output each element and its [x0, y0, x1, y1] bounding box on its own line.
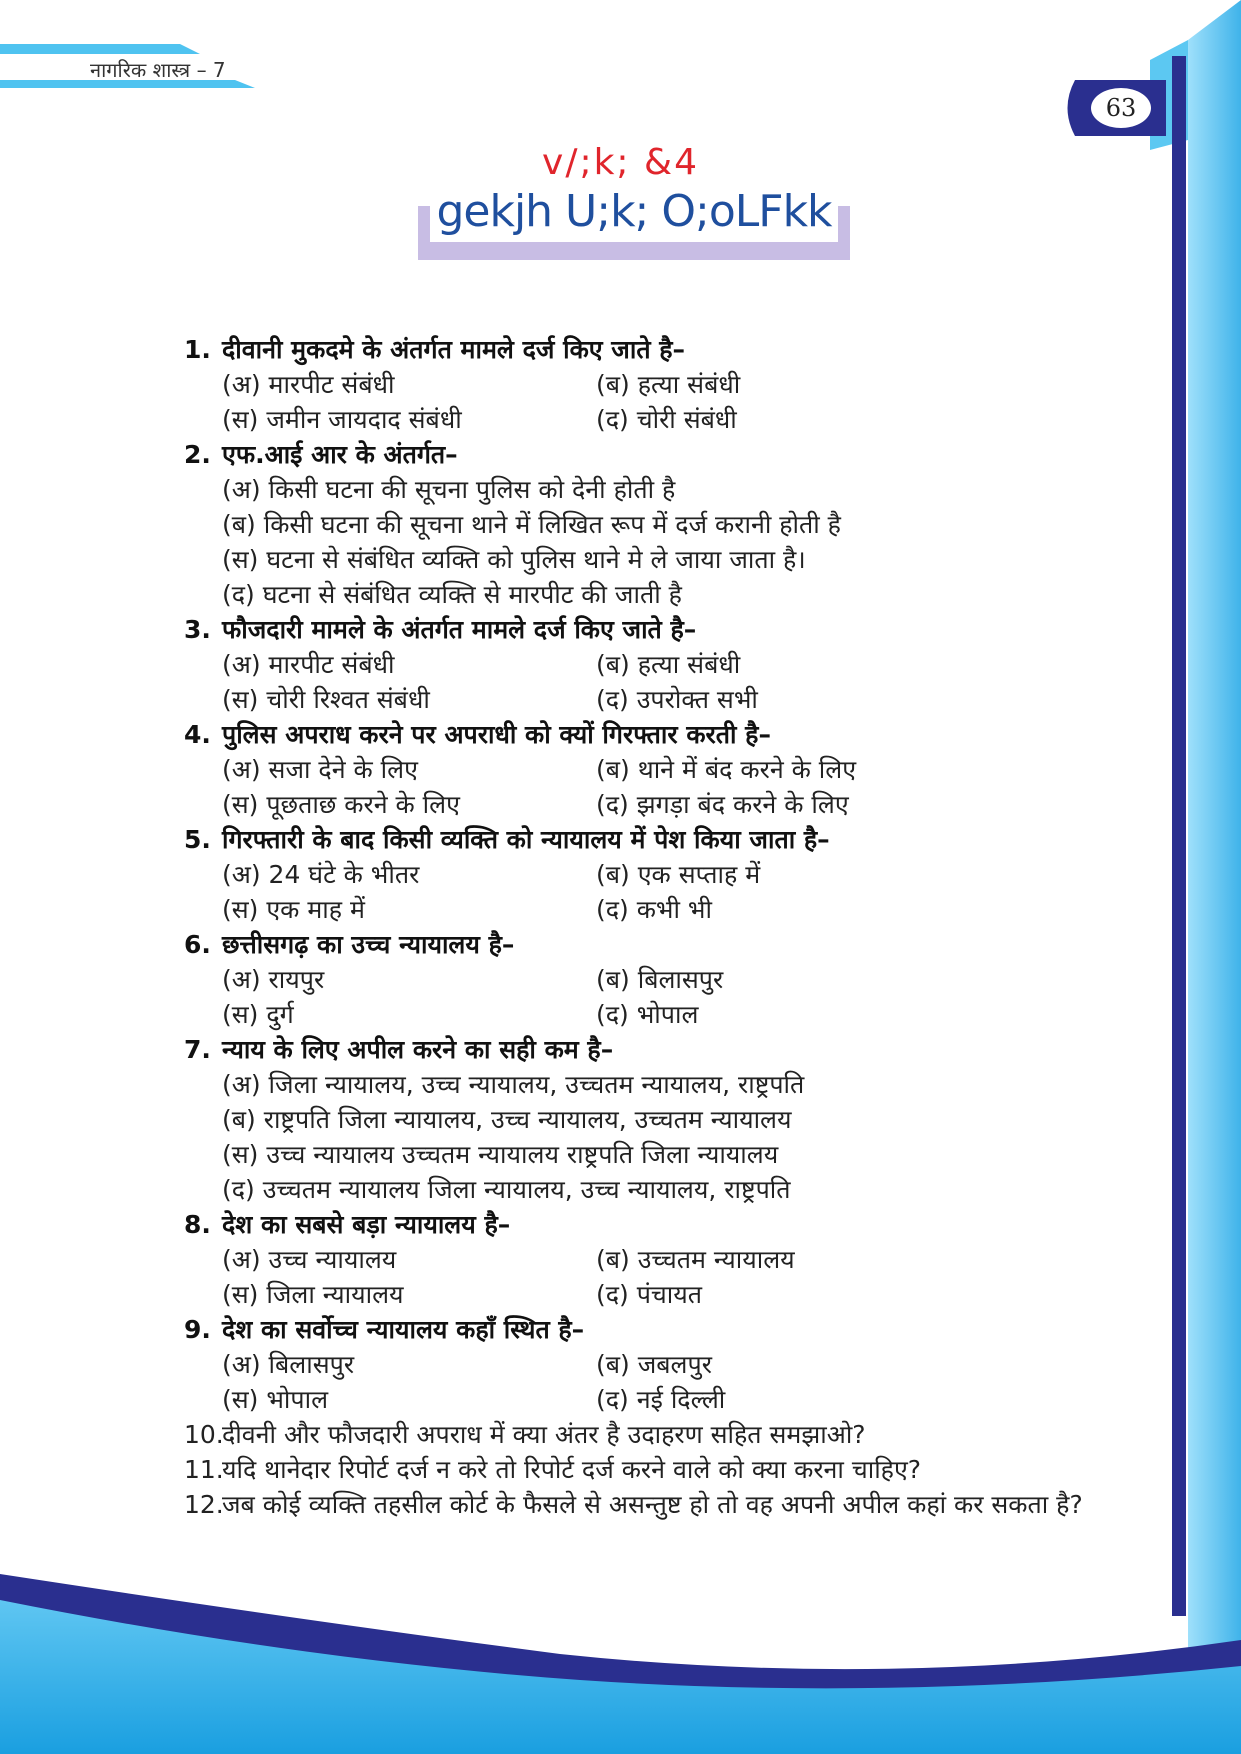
- option: (द) नई दिल्ली: [596, 1385, 726, 1414]
- question-text: फौजदारी मामले के अंतर्गत मामले दर्ज किए जाते है–: [222, 615, 697, 644]
- question: [184, 1487, 1124, 1522]
- option-row: [184, 367, 1124, 402]
- option-row: [184, 962, 1124, 997]
- option-row: [184, 682, 1124, 717]
- option: (द) घटना से संबंधित व्यक्ति से मारपीट की जाती है: [222, 580, 682, 609]
- question-number: 10.: [184, 1420, 224, 1449]
- question-text: न्याय के लिए अपील करने का सही कम है–: [222, 1035, 614, 1064]
- book-title: नागरिक शास्त्र – 7: [90, 58, 226, 82]
- option: (अ) किसी घटना की सूचना पुलिस को देनी होती है: [222, 475, 676, 504]
- option: (ब) उच्चतम न्यायालय: [596, 1245, 795, 1274]
- option: (ब) किसी घटना की सूचना थाने में लिखित रूप में दर्ज करानी होती है: [222, 510, 841, 539]
- question-block: [184, 1417, 1124, 1452]
- option: (स) घटना से संबंधित व्यक्ति को पुलिस थाने मे ले जाया जाता है।: [222, 545, 806, 574]
- page-number: 63: [1105, 94, 1137, 122]
- question: [184, 1032, 1124, 1067]
- question: [184, 1452, 1124, 1487]
- option: (अ) 24 घंटे के भीतर: [222, 860, 420, 889]
- option: (ब) जबलपुर: [596, 1350, 712, 1379]
- question-block: [184, 822, 1124, 927]
- option-row: [184, 892, 1124, 927]
- question: [184, 437, 1124, 472]
- option: (स) एक माह में: [222, 895, 365, 924]
- option: (अ) रायपुर: [222, 965, 325, 994]
- option: (ब) राष्ट्रपति जिला न्यायालय, उच्च न्यायालय, उच्चतम न्यायालय: [222, 1105, 792, 1134]
- question-list: [184, 332, 1124, 1522]
- option: (द) उच्चतम न्यायालय जिला न्यायालय, उच्च न्यायालय, राष्ट्रपति: [222, 1175, 791, 1204]
- question-block: [184, 927, 1124, 1032]
- option: (द) चोरी संबंधी: [596, 405, 737, 434]
- question-block: [184, 1312, 1124, 1417]
- question: [184, 717, 1124, 752]
- option-row: [184, 402, 1124, 437]
- question: [184, 612, 1124, 647]
- option: (अ) मारपीट संबंधी: [222, 370, 395, 399]
- question-number: 2.: [184, 440, 211, 469]
- question: [184, 822, 1124, 857]
- question-text: दीवनी और फौजदारी अपराध में क्या अंतर है उदाहरण सहित समझाओ?: [222, 1420, 866, 1449]
- chapter-title: gekjh U;k; O;oLFkk: [436, 186, 832, 237]
- question-text: दीवानी मुकदमे के अंतर्गत मामले दर्ज किए जाते है–: [222, 335, 686, 364]
- option: (स) जमीन जायदाद संबंधी: [222, 405, 462, 434]
- question-text: यदि थानेदार रिपोर्ट दर्ज न करे तो रिपोर्ट दर्ज करने वाले को क्या करना चाहिए?: [222, 1455, 922, 1484]
- question-block: [184, 717, 1124, 822]
- question-number: 12.: [184, 1490, 224, 1519]
- option: (ब) थाने में बंद करने के लिए: [596, 755, 857, 784]
- question-number: 8.: [184, 1210, 211, 1239]
- question: [184, 1312, 1124, 1347]
- question-text: जब कोई व्यक्ति तहसील कोर्ट के फैसले से असन्तुष्ट हो तो वह अपनी अपील कहां कर सकता है?: [222, 1490, 1083, 1519]
- question: [184, 332, 1124, 367]
- question-block: [184, 1487, 1124, 1522]
- question-number: 6.: [184, 930, 211, 959]
- question-text: देश का सबसे बड़ा न्यायालय है–: [222, 1210, 511, 1239]
- question: [184, 1207, 1124, 1242]
- option: (द) पंचायत: [596, 1280, 703, 1309]
- chapter-label: v/;k; &4: [542, 142, 699, 183]
- option: (अ) सजा देने के लिए: [222, 755, 418, 784]
- question-number: 1.: [184, 335, 211, 364]
- option: (स) उच्च न्यायालय उच्चतम न्यायालय राष्ट्रपति जिला न्यायालय: [222, 1140, 779, 1169]
- option-row: [184, 1242, 1124, 1277]
- question-block: [184, 1032, 1124, 1207]
- option: (ब) हत्या संबंधी: [596, 370, 741, 399]
- option: (ब) हत्या संबंधी: [596, 650, 741, 679]
- option: (अ) बिलासपुर: [222, 1350, 355, 1379]
- question-number: 9.: [184, 1315, 211, 1344]
- option: (द) कभी भी: [596, 895, 712, 924]
- option: (ब) एक सप्ताह में: [596, 860, 761, 889]
- option: (स) पूछताछ करने के लिए: [222, 790, 460, 819]
- option: (स) जिला न्यायालय: [222, 1280, 404, 1309]
- question-number: 5.: [184, 825, 211, 854]
- option: (स) दुर्ग: [222, 1000, 294, 1029]
- option-row: [184, 752, 1124, 787]
- option-row: [184, 787, 1124, 822]
- question-text: पुलिस अपराध करने पर अपराधी को क्यों गिरफ्तार करती है–: [222, 720, 771, 749]
- question-text: गिरफ्तारी के बाद किसी व्यक्ति को न्यायालय में पेश किया जाता है–: [222, 825, 830, 854]
- question-block: [184, 1452, 1124, 1487]
- option: (द) भोपाल: [596, 1000, 699, 1029]
- option-row: [184, 997, 1124, 1032]
- question-block: [184, 437, 1124, 612]
- option: (स) भोपाल: [222, 1385, 329, 1414]
- question-text: छत्तीसगढ़ का उच्च न्यायालय है–: [222, 930, 515, 959]
- question-number: 7.: [184, 1035, 211, 1064]
- option-row: [184, 647, 1124, 682]
- option-row: [184, 1277, 1124, 1312]
- option-row: [184, 1382, 1124, 1417]
- question-number: 4.: [184, 720, 211, 749]
- option-row: [184, 1347, 1124, 1382]
- option: (अ) जिला न्यायालय, उच्च न्यायालय, उच्चतम न्यायालय, राष्ट्रपति: [222, 1070, 805, 1099]
- question-number: 3.: [184, 615, 211, 644]
- option-row: [184, 857, 1124, 892]
- option: (ब) बिलासपुर: [596, 965, 724, 994]
- question-text: देश का सर्वोच्च न्यायालय कहाँ स्थित है–: [222, 1315, 585, 1344]
- question-number: 11.: [184, 1455, 224, 1484]
- option: (स) चोरी रिश्वत संबंधी: [222, 685, 430, 714]
- question: [184, 927, 1124, 962]
- question-block: [184, 612, 1124, 717]
- option: (द) उपरोक्त सभी: [596, 685, 758, 714]
- option: (अ) उच्च न्यायालय: [222, 1245, 397, 1274]
- option: (अ) मारपीट संबंधी: [222, 650, 395, 679]
- option: (द) झगड़ा बंद करने के लिए: [596, 790, 849, 819]
- question-block: [184, 332, 1124, 437]
- question-text: एफ.आई आर के अंतर्गत–: [222, 440, 458, 469]
- question-block: [184, 1207, 1124, 1312]
- question: [184, 1417, 1124, 1452]
